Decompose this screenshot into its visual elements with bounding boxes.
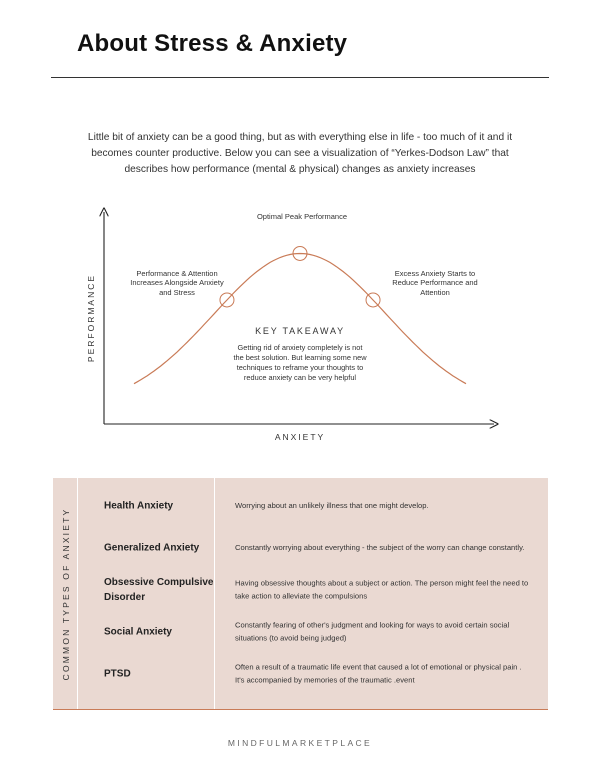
left-annotation-line1: Performance & Attention: [136, 269, 218, 278]
right-annotation-line1: Excess Anxiety Starts to: [394, 269, 476, 278]
footer-brand: MINDFULMARKETPLACE: [227, 738, 373, 748]
right-annotation-line3: Attention: [420, 288, 450, 297]
page-title: About Stress & Anxiety: [77, 30, 348, 57]
table-row: [53, 654, 548, 694]
yerkes-dodson-chart: [0, 200, 600, 450]
anxiety-type: Obsessive Compulsive Disorder: [104, 577, 214, 603]
peak-annotation: Optimal Peak Performance: [256, 212, 348, 221]
right-annotation-line2: Reduce Performance and: [392, 278, 478, 287]
anxiety-type: PTSD: [104, 668, 131, 680]
anxiety-types-table: [53, 478, 548, 710]
anxiety-type: Social Anxiety: [104, 626, 172, 638]
table-bottom-rule: [53, 709, 548, 710]
takeaway-line1: Getting rid of anxiety completely is not: [237, 343, 363, 352]
table-side-label: COMMON TYPES OF ANXIETY: [61, 507, 71, 681]
table-row: [53, 486, 548, 526]
takeaway-line2: the best solution. But learning some new: [233, 353, 367, 362]
anxiety-description: Worrying about an unlikely illness that one might develop.: [235, 500, 429, 510]
anxiety-description: Often a result of a traumatic life event that caused a lot of emotional or physical pain . It's accompanied by memories of the traumatic .event: [235, 662, 522, 684]
table-row: [53, 612, 548, 652]
intro-paragraph: Little bit of anxiety can be a good thing, but as with everything else in life - too much of it and it becomes counter productive. Below you can see a visualization of “Yerkes-Dodson Law” that describes how performance (mental & physical) changes as anxiety increases: [87, 132, 513, 175]
x-axis-label: ANXIETY: [274, 432, 326, 442]
anxiety-type: Health Anxiety: [104, 500, 174, 512]
anxiety-description: Constantly worrying about everything - the subject of the worry can change constantly.: [235, 542, 525, 552]
takeaway-line3: techniques to reframe your thoughts to: [236, 363, 364, 372]
table-row: [53, 528, 548, 568]
anxiety-description: Constantly fearing of other's judgment and looking for ways to avoid certain social situations (to avoid being judged): [235, 620, 510, 642]
title-divider: [51, 77, 549, 78]
y-axis-label: PERFORMANCE: [86, 273, 96, 363]
left-annotation-line3: and Stress: [159, 288, 195, 297]
takeaway-line4: reduce anxiety can be very helpful: [243, 373, 357, 382]
anxiety-type: Generalized Anxiety: [104, 542, 200, 554]
takeaway-heading: KEY TAKEAWAY: [255, 326, 345, 336]
anxiety-description: Having obsessive thoughts about a subject or action. The person might feel the need to take action to alleviate the compulsions: [235, 578, 529, 600]
table-row: [53, 570, 548, 610]
left-annotation-line2: Increases Alongside Anxiety: [130, 278, 224, 287]
